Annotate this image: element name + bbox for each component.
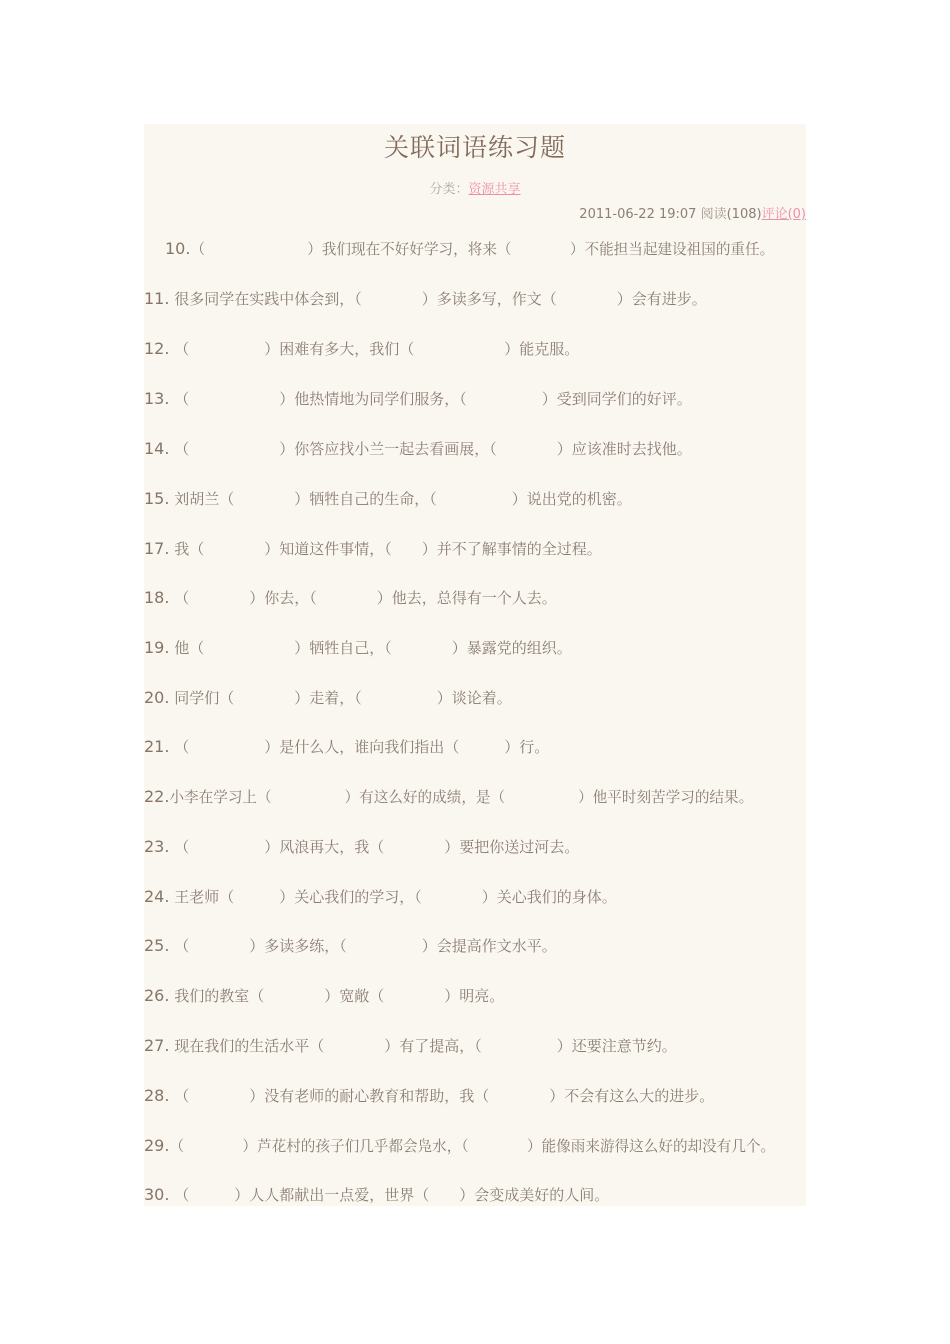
- question-number: 11.: [144, 289, 170, 308]
- question-text: 小李在学习上（ ）有这么好的成绩，是（ ）他平时刻苦学习的结果。: [169, 789, 754, 806]
- question-number: 12.: [144, 339, 170, 358]
- question-number: 30.: [144, 1185, 170, 1204]
- question-number: 23.: [144, 837, 170, 856]
- category-label: 分类：: [429, 182, 469, 197]
- question-text: （ ）人人都献出一点爱，世界（ ）会变成美好的人间。: [174, 1186, 610, 1204]
- question-item: [144, 1035, 677, 1056]
- question-text: （ ）你去，（ ）他去，总得有一个人去。: [174, 589, 557, 607]
- question-number: 20.: [144, 688, 170, 707]
- question-number: 26.: [144, 986, 170, 1005]
- question-text: （ ）多读多练，（ ）会提高作文水平。: [174, 937, 557, 955]
- question-item: [144, 736, 549, 757]
- question-item: [144, 935, 557, 956]
- question-item: [144, 388, 692, 409]
- question-item: [144, 488, 632, 509]
- question-number: 10.: [165, 239, 191, 258]
- question-number: 14.: [144, 439, 170, 458]
- question-text: 很多同学在实践中体会到，（ ）多读多写，作文（ ）会有进步。: [174, 290, 707, 308]
- question-text: （ ）是什么人，谁向我们指出（ ）行。: [174, 738, 550, 756]
- question-text: （ ）没有老师的耐心教育和帮助，我（ ）不会有这么大的进步。: [174, 1087, 715, 1105]
- question-text: （ ）风浪再大，我（ ）要把你送过河去。: [174, 838, 580, 856]
- question-number: 29.: [144, 1136, 170, 1155]
- question-item: [144, 786, 753, 807]
- question-number: 17.: [144, 539, 170, 558]
- question-number: 22.: [144, 787, 170, 806]
- question-text: 刘胡兰（ ）牺牲自己的生命，（ ）说出党的机密。: [174, 490, 632, 508]
- category-link[interactable]: 资源共享: [468, 182, 521, 197]
- question-text: （ ）我们现在不好好学习，将来（ ）不能担当起建设祖国的重任。: [190, 241, 775, 258]
- question-item: [144, 338, 579, 359]
- article-title: 关联词语练习题: [383, 133, 566, 162]
- question-item: [165, 238, 774, 259]
- question-item: [144, 587, 557, 608]
- question-number: 19.: [144, 638, 170, 657]
- question-item: [144, 985, 504, 1006]
- read-label: 阅读: [700, 207, 727, 222]
- question-item: [144, 1184, 609, 1205]
- question-item: [144, 886, 617, 907]
- question-number: 25.: [144, 936, 170, 955]
- question-number: 24.: [144, 887, 170, 906]
- comment-link[interactable]: 评论(0): [761, 207, 806, 222]
- question-item: [144, 637, 572, 658]
- question-number: 21.: [144, 737, 170, 756]
- question-item: [144, 1135, 775, 1156]
- question-number: 28.: [144, 1086, 170, 1105]
- question-item: [144, 538, 602, 559]
- question-text: （ ）困难有多大，我们（ ）能克服。: [174, 340, 580, 358]
- question-text: 我（ ）知道这件事情，（ ）并不了解事情的全过程。: [174, 540, 602, 558]
- question-text: （ ）你答应找小兰一起去看画展，（ ）应该准时去找他。: [174, 440, 692, 458]
- question-item: [144, 836, 579, 857]
- question-number: 27.: [144, 1036, 170, 1055]
- category-line: [0, 178, 950, 197]
- question-number: 13.: [144, 389, 170, 408]
- post-date: 2011-06-22 19:07: [579, 207, 697, 222]
- question-item: [144, 288, 707, 309]
- question-item: [144, 438, 692, 459]
- question-item: [144, 687, 512, 708]
- article-meta: [579, 203, 806, 222]
- read-count: (108): [726, 207, 762, 222]
- question-text: 王老师（ ）关心我们的学习，（ ）关心我们的身体。: [174, 888, 617, 906]
- question-text: 现在我们的生活水平（ ）有了提高，（ ）还要注意节约。: [174, 1037, 677, 1055]
- question-text: 同学们（ ）走着，（ ）谈论着。: [174, 689, 512, 707]
- question-text: （ ）芦花村的孩子们几乎都会凫水，（ ）能像雨来游得这么好的却没有几个。: [169, 1138, 776, 1155]
- question-text: 我们的教室（ ）宽敞（ ）明亮。: [174, 987, 505, 1005]
- question-number: 15.: [144, 489, 170, 508]
- question-item: [144, 1085, 714, 1106]
- question-number: 18.: [144, 588, 170, 607]
- question-text: （ ）他热情地为同学们服务，（ ）受到同学们的好评。: [174, 390, 692, 408]
- question-text: 他（ ）牺牲自己，（ ）暴露党的组织。: [174, 639, 572, 657]
